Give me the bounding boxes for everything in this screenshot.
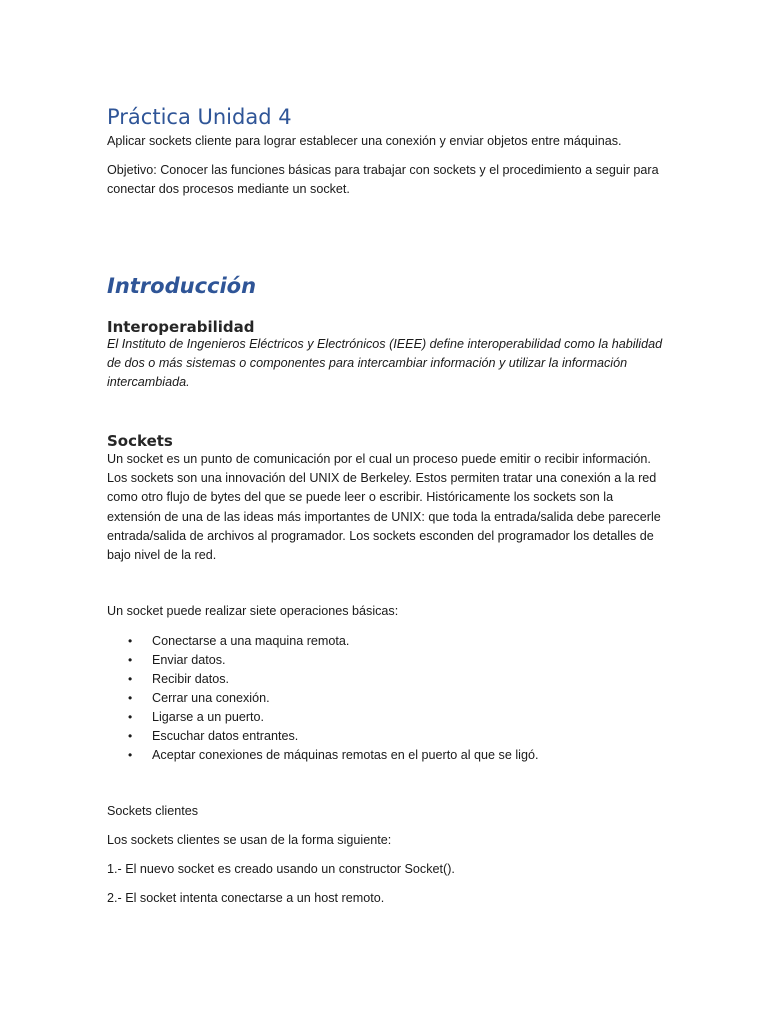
list-item: • Enviar datos.: [107, 651, 667, 670]
sockets-clients-intro: Los sockets clientes se usan de la forma siguiente:: [107, 833, 392, 847]
subtitle-paragraph: Aplicar sockets cliente para lograr establecer una conexión y enviar objetos entre máquinas.: [107, 134, 622, 148]
bullet-icon: •: [128, 710, 133, 724]
operations-intro: Un socket puede realizar siete operaciones básicas:: [107, 604, 399, 618]
list-item: • Aceptar conexiones de máquinas remotas en el puerto al que se ligó.: [107, 746, 667, 765]
list-item: • Recibir datos.: [107, 670, 667, 689]
intro-heading: Introducción: [107, 274, 257, 298]
interop-heading: Interoperabilidad: [107, 318, 255, 336]
bullet-icon: •: [128, 653, 133, 667]
bullet-icon: •: [128, 748, 133, 762]
bullet-icon: •: [128, 672, 133, 686]
list-item: • Ligarse a un puerto.: [107, 708, 667, 727]
interop-paragraph: El Instituto de Ingenieros Eléctricos y Electrónicos (IEEE) define interoperabilidad como la habilidad de dos o más sistemas o componentes para intercambiar información y utilizar la información intercambiada.: [107, 337, 663, 390]
list-item: • Escuchar datos entrantes.: [107, 727, 667, 746]
sockets-clients-label: Sockets clientes: [107, 804, 198, 818]
operations-list: [107, 632, 667, 765]
bullet-icon: •: [128, 691, 133, 705]
step-2: 2.- El socket intenta conectarse a un host remoto.: [107, 891, 385, 905]
objective-paragraph: Objetivo: Conocer las funciones básicas para trabajar con sockets y el procedimiento a seguir para conectar dos procesos mediante un socket.: [107, 163, 659, 197]
page-title: Práctica Unidad 4: [107, 105, 292, 129]
sockets-paragraph: Un socket es un punto de comunicación por el cual un proceso puede emitir o recibir información. Los sockets son una innovación del UNIX de Berkeley. Estos permiten tratar una conexión a la red como otro flujo de bytes del que se puede leer o escribir. Históricamente los sockets son la extensión de una de las ideas más importantes de UNIX: que toda la entrada/salida debe parecerle entrada/salida de archivos al programador. Los sockets esconden del programador los detalles de bajo nivel de la red.: [107, 452, 661, 563]
bullet-icon: •: [128, 729, 133, 743]
step-1: 1.- El nuevo socket es creado usando un constructor Socket().: [107, 862, 455, 876]
list-item: • Cerrar una conexión.: [107, 689, 667, 708]
list-item: • Conectarse a una maquina remota.: [107, 632, 667, 651]
sockets-heading: Sockets: [107, 432, 173, 450]
bullet-icon: •: [128, 634, 133, 648]
